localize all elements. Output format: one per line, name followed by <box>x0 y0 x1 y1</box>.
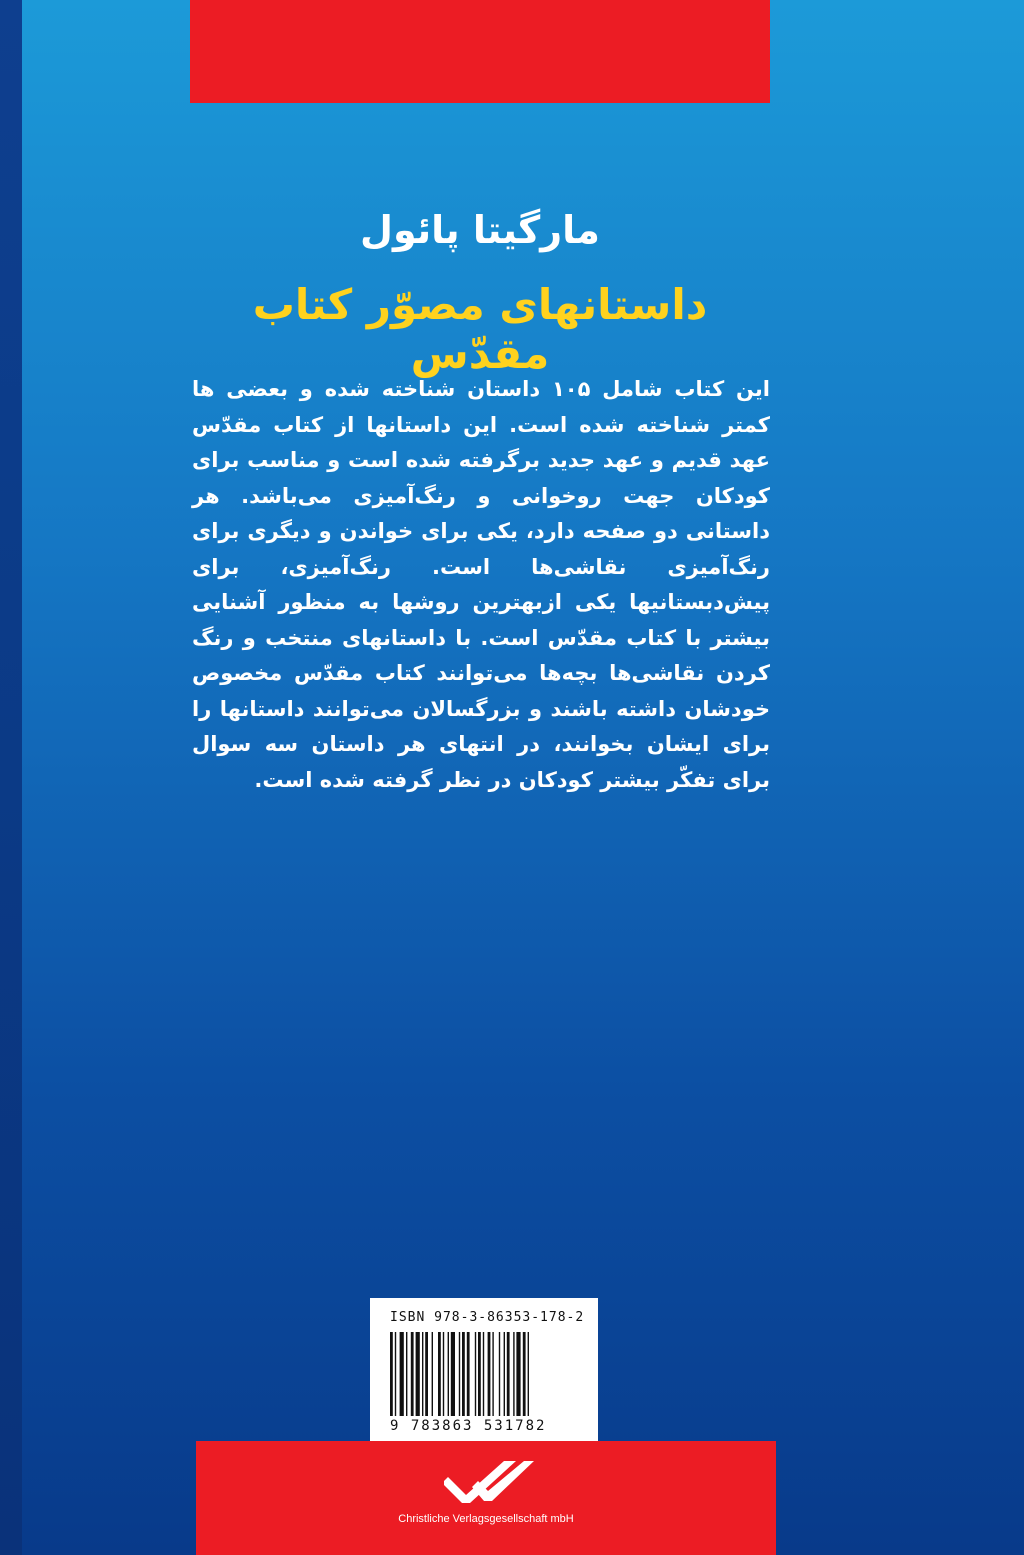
bottom-red-band <box>196 1441 776 1555</box>
barcode-icon <box>390 1332 580 1416</box>
book-description: این کتاب شامل ۱۰۵ داستان شناخته شده و بعضی ها کمتر شناخته شده است. این داستانها از کتاب مقدّس عهد قدیم و عهد جدید برگرفته شده است و مناسب برای کودکان جهت روخوانی و رنگ‌آمیزی می‌باشد. هر داستانی دو صفحه دارد، یکی برای خواندن و دیگری برای رنگ‌آمیزی نقاشی‌ها است. رنگ‌آمیزی، برای پیش‌دبستانیها یکی ازبهترین روشها به منظور آشنایی بیشتر با کتاب مقدّس است. با داستانهای منتخب و رنگ کردن نقاشی‌ها بچه‌ها می‌توانند کتاب مقدّس مخصوص خودشان داشته باشند و بزرگسالان می‌توانند داستانها را برای ایشان بخوانند، در انتهای هر داستان سه سوال برای تفکّر بیشتر کودکان در نظر گرفته شده است. <box>192 377 770 792</box>
cv-checkmark-logo-icon <box>444 1455 534 1505</box>
isbn-barcode-box <box>370 1298 598 1448</box>
author-name: مارگیتا پائول <box>360 208 600 252</box>
book-title: داستانهای مصوّر کتاب مقدّس <box>252 280 708 378</box>
top-red-band <box>190 0 770 103</box>
barcode-digits: 9 783863 531782 <box>390 1418 547 1434</box>
spine-stripe <box>0 0 22 1555</box>
publisher-name: Christliche Verlagsgesellschaft mbH <box>398 1513 574 1525</box>
isbn-label: ISBN 978-3-86353-178-2 <box>390 1310 585 1325</box>
